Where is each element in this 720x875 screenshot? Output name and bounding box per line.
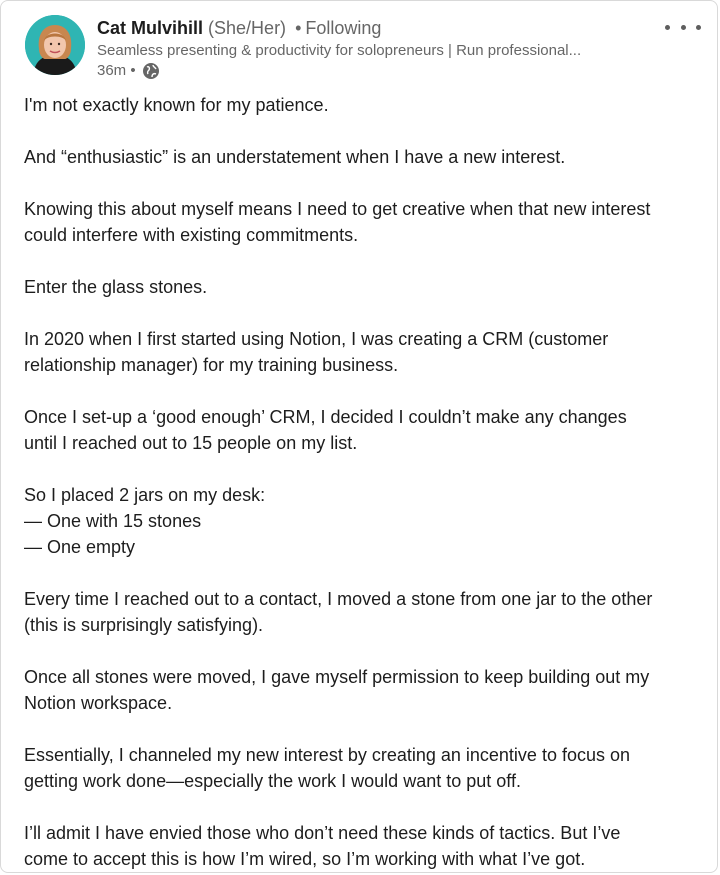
follow-separator: • [295, 18, 302, 38]
post-text-line: until I reached out to 15 people on my list. [24, 433, 358, 453]
post-paragraph [24, 92, 697, 118]
post-text-line: Once all stones were moved, I gave myself permission to keep building out my [24, 667, 650, 687]
post-paragraph [24, 586, 697, 638]
author-pronouns: (She/Her) [208, 18, 287, 38]
follow-status: Following [305, 18, 382, 38]
post-paragraph [24, 326, 697, 378]
post-text-line: Once I set-up a ‘good enough’ CRM, I decided I couldn’t make any changes [24, 407, 627, 427]
avatar[interactable] [25, 15, 85, 75]
post-header [25, 15, 701, 81]
post-text-line: getting work done—especially the work I would want to put off. [24, 771, 521, 791]
post-paragraph [24, 404, 697, 456]
post-text-line: I’ll admit I have envied those who don’t need these kinds of tactics. But I’ve [24, 823, 621, 843]
post-text-line: relationship manager) for my training business. [24, 355, 399, 375]
post-paragraph [24, 664, 697, 716]
post-paragraph [24, 742, 697, 794]
post-text-line: Enter the glass stones. [24, 277, 208, 297]
more-icon[interactable] [665, 17, 701, 37]
more-dot [681, 25, 686, 30]
author-name[interactable]: Cat Mulvihill [97, 18, 204, 38]
post-text-line: And “enthusiastic” is an understatement when I have a new interest. [24, 147, 566, 167]
post-paragraph [24, 144, 697, 170]
globe-icon [142, 62, 160, 80]
post-paragraph [24, 820, 697, 872]
post-text-line: could interfere with existing commitments. [24, 225, 359, 245]
more-dot [665, 25, 670, 30]
post-text-line: I'm not exactly known for my patience. [24, 95, 329, 115]
post-text-line: Knowing this about myself means I need to get creative when that new interest [24, 199, 651, 219]
post-paragraph [24, 196, 697, 248]
more-dot [696, 25, 701, 30]
post-text-line: — One empty [24, 537, 136, 557]
avatar-image [25, 15, 85, 75]
post-text-line: In 2020 when I first started using Notion, I was creating a CRM (customer [24, 329, 609, 349]
post-text-line: (this is surprisingly satisfying). [24, 615, 264, 635]
post-text-line: So I placed 2 jars on my desk: [24, 485, 266, 505]
post-text-line: come to accept this is how I’m wired, so I’m working with what I’ve got. [24, 849, 586, 869]
author-headline: Seamless presenting & productivity for solopreneurs | Run professional... [97, 42, 582, 59]
post-time: 36m • [97, 62, 136, 79]
post-text-line: Notion workspace. [24, 693, 173, 713]
post-time-row [97, 61, 641, 81]
post-text-line: Essentially, I channeled my new interest by creating an incentive to focus on [24, 745, 630, 765]
author-name-row [97, 15, 641, 41]
post-body [24, 92, 697, 872]
author-meta [97, 15, 641, 81]
post-text-line: — One with 15 stones [24, 511, 202, 531]
post-paragraph [24, 482, 697, 560]
post-text-line: Every time I reached out to a contact, I moved a stone from one jar to the other [24, 589, 653, 609]
post-paragraph [24, 274, 697, 300]
